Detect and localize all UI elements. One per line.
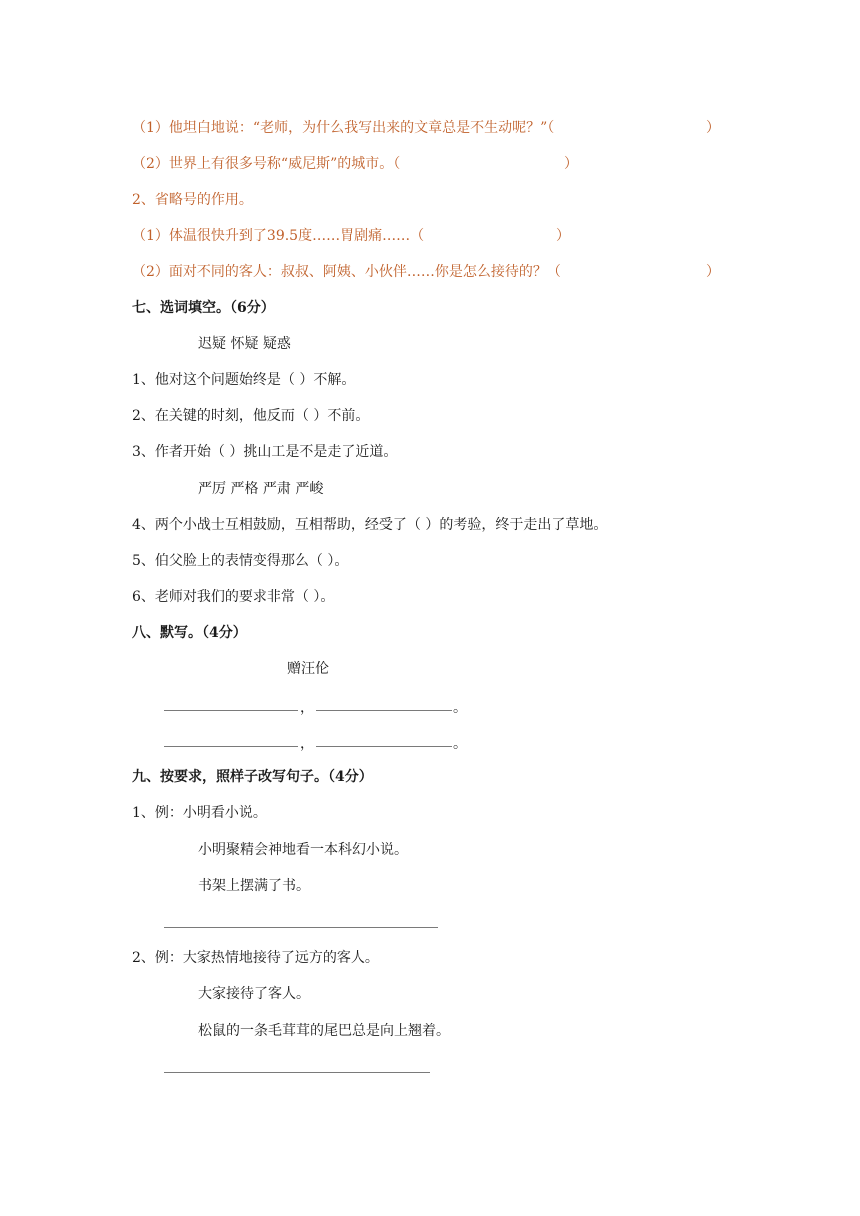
example-1-prompt: 书架上摆满了书。 — [198, 878, 310, 894]
comma: ， — [300, 736, 314, 752]
question-close-paren: ） — [706, 120, 720, 136]
question-6-2-1: （1）体温很快升到了39.5度……胃剧痛……（ — [132, 228, 425, 244]
fill-item-1: 1、他对这个问题始终是（ ）不解。 — [132, 372, 356, 388]
fill-item-5: 5、伯父脸上的表情变得那么（ ）。 — [132, 553, 349, 569]
fill-item-2: 2、在关键的时刻，他反而（ ）不前。 — [132, 408, 370, 424]
fill-item-4: 4、两个小战士互相鼓励，互相帮助，经受了（ ）的考验，终于走出了草地。 — [132, 517, 608, 533]
example-1-label: 1、例：小明看小说。 — [132, 805, 267, 821]
fill-item-3: 3、作者开始（ ）挑山工是不是走了近道。 — [132, 444, 398, 460]
section-9-title: 九、按要求，照样子改写句子。（4分） — [132, 769, 373, 785]
fill-item-6: 6、老师对我们的要求非常（ ）。 — [132, 589, 335, 605]
question-close-paren: ） — [564, 156, 578, 172]
answer-line[interactable] — [316, 746, 452, 747]
question-text: （1）他坦白地说：“老师，为什么我写出来的文章总是不生动呢？”（ — [132, 120, 555, 136]
period: 。 — [453, 700, 467, 716]
word-bank-2: 严厉 严格 严肃 严峻 — [198, 481, 324, 497]
word-bank-1: 迟疑 怀疑 疑惑 — [198, 336, 291, 352]
comma: ， — [300, 700, 314, 716]
answer-line[interactable] — [164, 710, 298, 711]
question-6-2-2: （2）面对不同的客人：叔叔、阿姨、小伙伴……你是怎么接待的？（ — [132, 264, 561, 280]
question-close-paren: ） — [556, 228, 570, 244]
example-2-prompt: 松鼠的一条毛茸茸的尾巴总是向上翘着。 — [198, 1023, 450, 1039]
section-7-title: 七、选词填空。（6分） — [132, 300, 275, 316]
answer-line[interactable] — [316, 710, 452, 711]
example-2-model: 大家接待了客人。 — [198, 986, 310, 1002]
question-6-1-2: （2）世界上有很多号称“威尼斯”的城市。（ — [132, 156, 401, 172]
question-6-1-1 — [132, 118, 554, 138]
poem-title: 赠汪伦 — [287, 661, 329, 677]
period: 。 — [453, 736, 467, 752]
answer-line[interactable] — [164, 927, 438, 928]
question-close-paren: ） — [706, 264, 720, 280]
answer-line[interactable] — [164, 1072, 430, 1073]
question-6-2-title: 2、省略号的作用。 — [132, 192, 253, 208]
answer-line[interactable] — [164, 746, 298, 747]
example-1-model: 小明聚精会神地看一本科幻小说。 — [198, 842, 408, 858]
section-8-title: 八、默写。（4分） — [132, 625, 247, 641]
example-2-label: 2、例：大家热情地接待了远方的客人。 — [132, 950, 379, 966]
